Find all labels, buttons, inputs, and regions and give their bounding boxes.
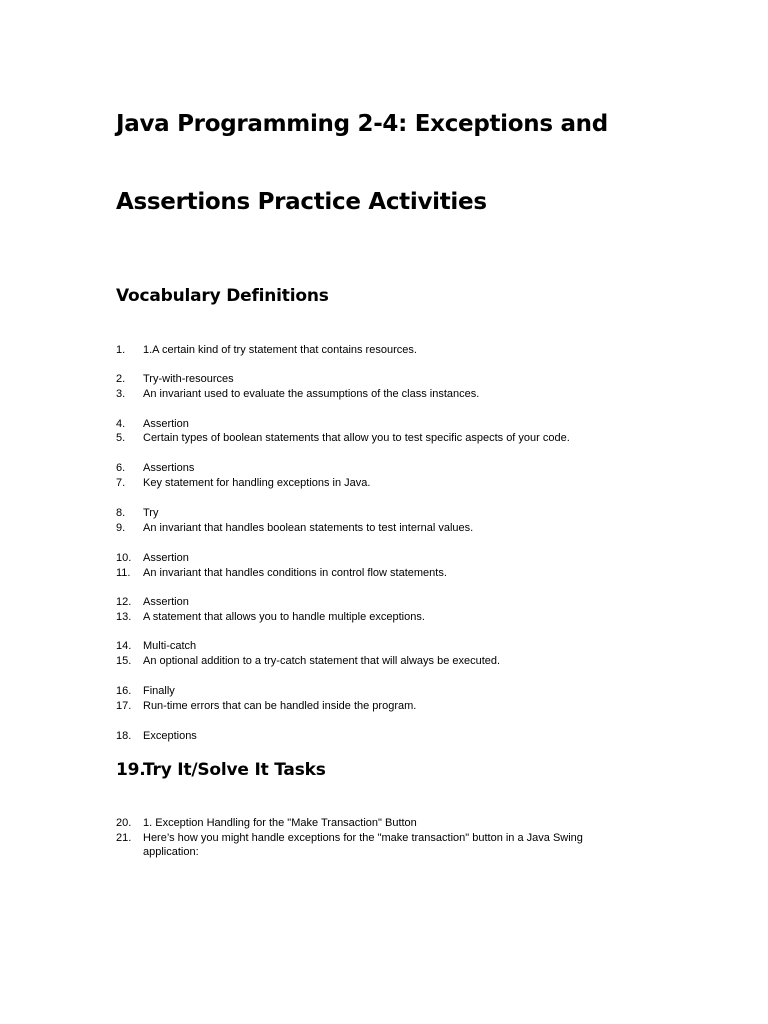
list-item-text: Run-time errors that can be handled inside the program. xyxy=(143,700,417,712)
list-item xyxy=(116,431,636,445)
list-item-text: Certain types of boolean statements that allow you to test specific aspects of your code. xyxy=(143,432,570,444)
document-title-line-1: Java Programming 2-4: Exceptions and xyxy=(116,111,608,137)
list-item xyxy=(116,506,636,520)
list-item-text: Here’s how you might handle exceptions for the "make transaction" button in a Java Swing application: xyxy=(143,832,583,858)
list-item-text: An optional addition to a try-catch statement that will always be executed. xyxy=(143,655,501,667)
list-item-number: 12. xyxy=(116,596,132,608)
list-item xyxy=(116,610,636,624)
list-item xyxy=(116,595,636,609)
list-item-text: Assertions xyxy=(143,462,195,474)
list-item-number: 8. xyxy=(116,507,126,519)
list-item-text: Assertion xyxy=(143,418,189,430)
list-item-number: 3. xyxy=(116,388,126,400)
list-item xyxy=(116,654,636,668)
list-item-number: 14. xyxy=(116,640,132,652)
list-item xyxy=(116,639,636,653)
list-item-text: Try-with-resources xyxy=(143,373,234,385)
list-item xyxy=(116,476,636,490)
list-item xyxy=(116,521,636,535)
list-item-number: 7. xyxy=(116,477,126,489)
list-item-number: 5. xyxy=(116,432,126,444)
list-item xyxy=(116,816,636,830)
section-heading-try-it xyxy=(116,760,326,780)
list-item xyxy=(116,343,636,357)
list-item-number: 1. xyxy=(116,344,126,356)
list-item-number: 11. xyxy=(116,567,131,579)
list-item-text: Assertion xyxy=(143,596,189,608)
list-item-number: 13. xyxy=(116,611,132,623)
list-item-text: Finally xyxy=(143,685,175,697)
list-item-text: Try xyxy=(143,507,159,519)
list-item xyxy=(116,699,636,713)
list-item-number: 18. xyxy=(116,730,132,742)
list-item xyxy=(116,461,636,475)
section-heading-text: Try It/Solve It Tasks xyxy=(143,760,326,780)
list-item-text: Key statement for handling exceptions in Java. xyxy=(143,477,371,489)
section-heading-number: 19. xyxy=(116,760,146,780)
list-item-number: 20. xyxy=(116,817,132,829)
list-item-number: 17. xyxy=(116,700,132,712)
list-item-text: An invariant used to evaluate the assumptions of the class instances. xyxy=(143,388,480,400)
list-item xyxy=(116,551,636,565)
list-item-text: Exceptions xyxy=(143,730,197,742)
list-item-text: An invariant that handles conditions in control flow statements. xyxy=(143,567,447,579)
list-item-number: 21. xyxy=(116,832,132,844)
list-item xyxy=(116,417,636,431)
list-item-text: Assertion xyxy=(143,552,189,564)
section-heading-vocabulary: Vocabulary Definitions xyxy=(116,286,329,306)
list-item xyxy=(116,372,636,386)
list-item-text: An invariant that handles boolean statements to test internal values. xyxy=(143,522,474,534)
list-item-number: 10. xyxy=(116,552,132,564)
list-item-number: 6. xyxy=(116,462,126,474)
list-item-number: 15. xyxy=(116,655,132,667)
list-item-number: 2. xyxy=(116,373,126,385)
list-item-text: 1.A certain kind of try statement that contains resources. xyxy=(143,344,417,356)
list-item-number: 4. xyxy=(116,418,126,430)
list-item-number: 9. xyxy=(116,522,126,534)
list-item xyxy=(116,566,636,580)
list-item xyxy=(116,831,636,859)
list-item xyxy=(116,729,636,743)
list-item-text: Multi-catch xyxy=(143,640,197,652)
document-title-line-2: Assertions Practice Activities xyxy=(116,189,487,215)
list-item-text: A statement that allows you to handle multiple exceptions. xyxy=(143,611,425,623)
list-item-text: 1. Exception Handling for the "Make Transaction" Button xyxy=(143,817,417,829)
list-item xyxy=(116,387,636,401)
list-item xyxy=(116,684,636,698)
list-item-number: 16. xyxy=(116,685,132,697)
